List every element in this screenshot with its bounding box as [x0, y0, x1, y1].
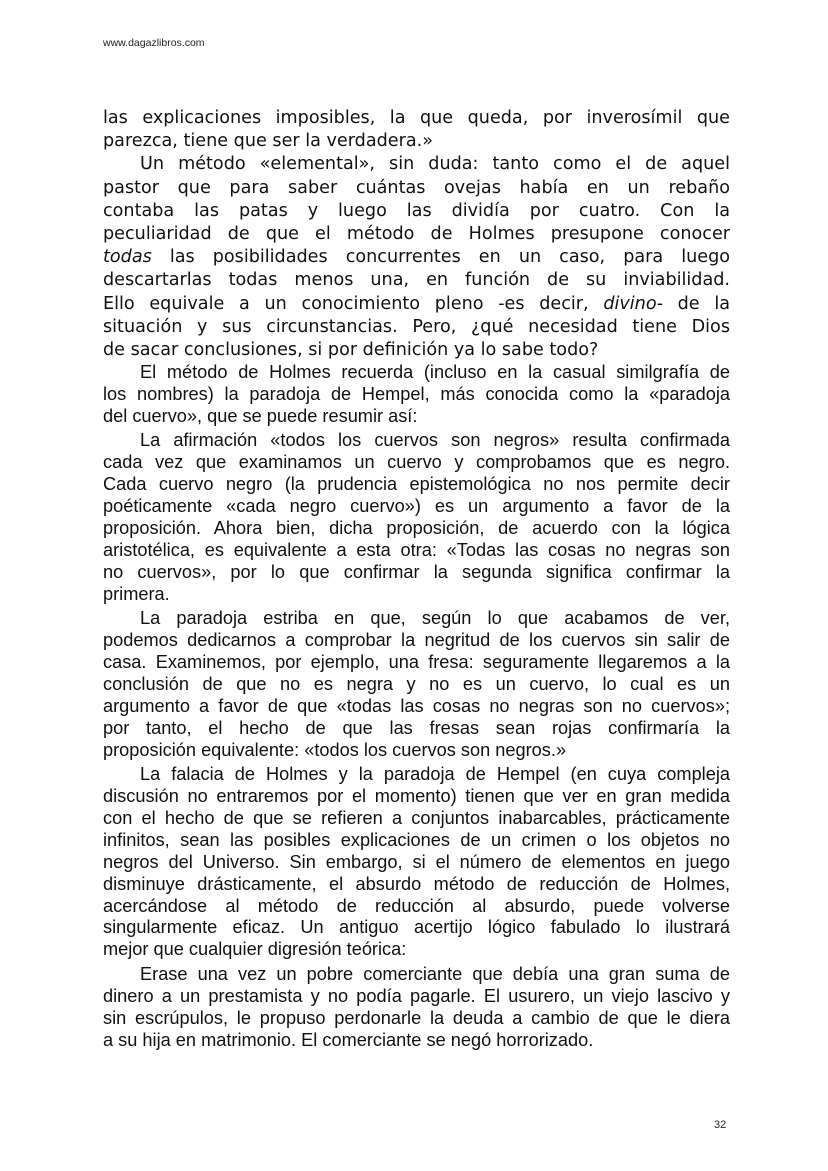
line-text: aristotélica, es equivalente a esta otra: «Todas las cosas no negras son: [103, 539, 730, 560]
line-text: no cuervos», por lo que confirmar la segunda significa confirmar la: [103, 561, 730, 582]
line-text: del cuervo», que se puede resumir así:: [103, 405, 418, 426]
line-text: mejor que cualquier digresión teórica:: [103, 939, 407, 960]
text-line: [103, 496, 730, 518]
text-line: [103, 786, 730, 808]
text-line: [103, 1030, 730, 1052]
line-text: peculiaridad de que el método de Holmes presupone conocer: [103, 224, 730, 245]
text-line: [103, 107, 730, 130]
line-text: La afirmación «todos los cuervos son negros» resulta confirmada: [140, 430, 730, 451]
line-text: sin escrúpulos, le propuso perdonarle la deuda a cambio de que le diera: [103, 1007, 730, 1028]
line-text: [103, 293, 730, 316]
line-text: disminuye drásticamente, el absurdo método de reducción de Holmes,: [103, 873, 730, 894]
paragraph: [103, 608, 730, 761]
line-text: singularmente eficaz. Un antiguo acertijo lógico fabulado lo ilustrará: [103, 917, 730, 938]
line-text: Erase una vez un pobre comerciante que debía una gran suma de: [140, 963, 730, 984]
text-line: [103, 718, 730, 740]
line-text: [103, 246, 730, 269]
text-line: [103, 316, 730, 339]
line-text: proposición. Ahora bien, dicha proposición, de acuerdo con la lógica: [103, 517, 730, 538]
paragraph: [103, 362, 730, 428]
line-text: poéticamente «cada negro cuervo») es un argumento a favor de la: [103, 496, 730, 517]
line-text: cada vez que examinamos un cuervo y comprobamos que es negro.: [103, 452, 730, 473]
paragraph: [103, 964, 730, 1052]
line-text: los nombres) la paradoja de Hempel, más conocida como la «paradoja: [103, 383, 730, 404]
page-number: 32: [714, 1119, 727, 1131]
italic-text: divino: [603, 293, 657, 314]
text-segment: Ello equivale a un conocimiento pleno -es decir,: [103, 293, 604, 314]
line-text: de sacar conclusiones, si por definición ya lo sabe todo?: [103, 340, 599, 361]
text-line: [103, 740, 730, 762]
text-line: [103, 362, 730, 384]
text-line: [103, 130, 730, 153]
line-text: por tanto, el hecho de que las fresas sean rojas confirmaría la: [103, 717, 730, 738]
line-text: proposición equivalente: «todos los cuervos son negros.»: [103, 739, 567, 760]
section-arial: [103, 362, 730, 1051]
text-line: [103, 177, 730, 200]
line-text: podemos dedicarnos a comprobar la negritud de los cuervos sin salir de: [103, 630, 730, 651]
text-line: [103, 939, 730, 961]
line-text: La paradoja estriba en que, según lo que acabamos de ver,: [140, 608, 730, 629]
line-text: primera.: [103, 583, 170, 604]
line-text: dinero a un prestamista y no podía pagarle. El usurero, un viejo lascivo y: [103, 985, 730, 1006]
paragraph: [103, 153, 730, 362]
line-text: Un método «elemental», sin duda: tanto como el de aquel: [140, 154, 730, 175]
paragraph: [103, 764, 730, 961]
text-line: [103, 652, 730, 674]
italic-text: todas: [103, 247, 152, 268]
line-text: argumento a favor de que «todas las cosas no negras son no cuervos»;: [103, 695, 730, 716]
text-line: [103, 917, 730, 939]
text-line: [103, 896, 730, 918]
text-line: [103, 852, 730, 874]
text-line: [103, 339, 730, 362]
text-line: [103, 808, 730, 830]
line-text: contaba las patas y luego las dividía por cuatro. Con la: [103, 200, 730, 221]
text-line: [103, 764, 730, 786]
line-text: discusión no entraremos por el momento) tienen que ver en gran medida: [103, 786, 730, 806]
text-line: [103, 830, 730, 852]
site-url: www.dagazlibros.com: [103, 37, 205, 49]
paragraph: [103, 430, 730, 605]
text-line: [103, 630, 730, 652]
text-line: [103, 608, 730, 630]
text-line: [103, 964, 730, 986]
text-line: [103, 153, 730, 176]
text-line: [103, 674, 730, 696]
text-segment: - de la: [656, 293, 730, 314]
line-text: a su hija en matrimonio. El comerciante se negó horrorizado.: [103, 1029, 594, 1050]
line-text: infinitos, sean las posibles explicaciones de un crimen o los objetos no: [103, 829, 730, 850]
text-line: [103, 986, 730, 1008]
line-text: acercándose al método de reducción al absurdo, puede volverse: [103, 895, 730, 916]
section-verdana: [103, 107, 730, 362]
text-line: [103, 540, 730, 562]
line-text: parezca, tiene que ser la verdadera.»: [103, 131, 433, 152]
text-line: [103, 384, 730, 406]
paragraph: [103, 107, 730, 153]
text-line: [103, 223, 730, 246]
line-text: negros del Universo. Sin embargo, si el número de elementos en juego: [103, 851, 730, 872]
text-line: [103, 452, 730, 474]
text-line: [103, 696, 730, 718]
text-segment: las posibilidades concurrentes en un caso, para luego: [151, 247, 730, 268]
text-line: [103, 518, 730, 540]
text-line: [103, 562, 730, 584]
line-text: con el hecho de que se refieren a conjuntos inabarcables, prácticamente: [103, 807, 730, 828]
line-text: casa. Examinemos, por ejemplo, una fresa: seguramente llegaremos a la: [103, 651, 730, 672]
line-text: pastor que para saber cuántas ovejas había en un rebaño: [103, 177, 730, 198]
line-text: situación y sus circunstancias. Pero, ¿qué necesidad tiene Dios: [103, 316, 730, 337]
text-line: [103, 246, 730, 269]
line-text: Cada cuervo negro (la prudencia epistemológica no nos permite decir: [103, 474, 730, 495]
line-text: conclusión de que no es negra y no es un cuervo, lo cual es un: [103, 673, 730, 694]
text-line: [103, 269, 730, 292]
text-line: [103, 200, 730, 223]
text-line: [103, 293, 730, 316]
line-text: La falacia de Holmes y la paradoja de Hempel (en cuya compleja: [140, 764, 730, 785]
text-line: [103, 874, 730, 896]
text-line: [103, 406, 730, 428]
line-text: El método de Holmes recuerda (incluso en la casual similgrafía de: [140, 362, 730, 382]
line-text: las explicaciones imposibles, la que queda, por inverosímil que: [103, 108, 730, 128]
text-line: [103, 430, 730, 452]
line-text: descartarlas todas menos una, en función de su inviabilidad.: [103, 270, 730, 291]
text-line: [103, 1008, 730, 1030]
text-line: [103, 584, 730, 606]
text-line: [103, 474, 730, 496]
